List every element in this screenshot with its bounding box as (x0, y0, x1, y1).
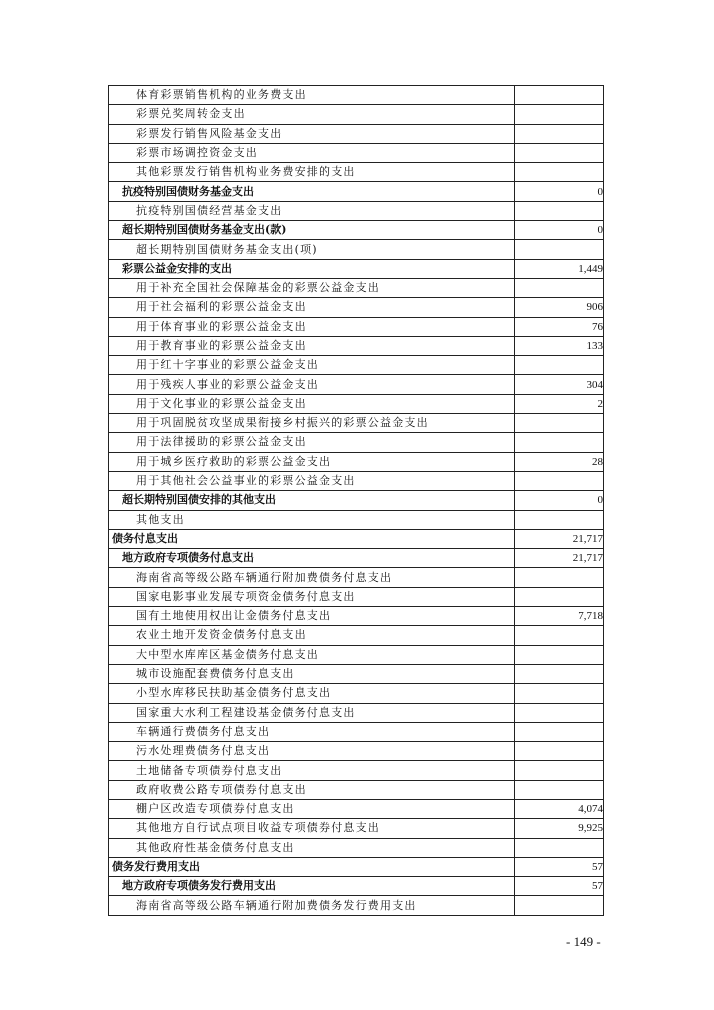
item-value (515, 664, 604, 683)
table-row (109, 780, 604, 799)
item-name-cell (109, 568, 515, 587)
item-name-cell (109, 317, 515, 336)
item-name: 用于红十字事业的彩票公益金支出 (136, 358, 319, 372)
item-name: 用于其他社会公益事业的彩票公益金支出 (136, 474, 356, 488)
table-row (109, 703, 604, 722)
item-name: 用于法律援助的彩票公益金支出 (136, 435, 307, 449)
item-name-cell (109, 201, 515, 220)
item-name: 用于城乡医疗救助的彩票公益金支出 (136, 454, 332, 468)
item-name-cell (109, 549, 515, 568)
item-name: 农业土地开发资金债务付息支出 (136, 628, 307, 642)
table-row (109, 163, 604, 182)
table-row (109, 761, 604, 780)
item-name-cell (109, 722, 515, 741)
item-name-cell (109, 587, 515, 606)
item-name-cell (109, 703, 515, 722)
table-row (109, 491, 604, 510)
table-row (109, 452, 604, 471)
item-value (515, 838, 604, 857)
item-value (515, 124, 604, 143)
item-value (515, 86, 604, 105)
item-value (515, 278, 604, 297)
item-value: 0 (515, 491, 604, 510)
item-name-cell (109, 857, 515, 876)
table-row (109, 182, 604, 201)
table-row (109, 529, 604, 548)
table-row (109, 336, 604, 355)
item-name-cell (109, 356, 515, 375)
item-value (515, 240, 604, 259)
item-value (515, 761, 604, 780)
item-value: 133 (515, 336, 604, 355)
item-value: 7,718 (515, 607, 604, 626)
item-value (515, 471, 604, 490)
item-name: 其他支出 (136, 512, 185, 526)
table-row (109, 221, 604, 240)
item-name-cell (109, 259, 515, 278)
item-name: 超长期特别国债财务基金支出(项) (136, 242, 318, 256)
item-name: 彩票公益金安排的支出 (122, 261, 232, 275)
item-name: 用于补充全国社会保障基金的彩票公益金支出 (136, 281, 380, 295)
table-row (109, 626, 604, 645)
item-name: 用于社会福利的彩票公益金支出 (136, 300, 307, 314)
item-value (515, 201, 604, 220)
table-row (109, 414, 604, 433)
item-name: 其他政府性基金债务付息支出 (136, 840, 295, 854)
item-name: 彩票发行销售风险基金支出 (136, 126, 283, 140)
item-value (515, 703, 604, 722)
table-row (109, 375, 604, 394)
item-value: 906 (515, 298, 604, 317)
table-row (109, 510, 604, 529)
item-value: 1,449 (515, 259, 604, 278)
item-value: 4,074 (515, 799, 604, 818)
item-value (515, 414, 604, 433)
table-row (109, 471, 604, 490)
table-row (109, 240, 604, 259)
item-value (515, 510, 604, 529)
item-name: 债务发行费用支出 (112, 860, 200, 874)
item-name: 用于教育事业的彩票公益金支出 (136, 339, 307, 352)
item-name-cell (109, 761, 515, 780)
item-value: 57 (515, 877, 604, 896)
item-name-cell (109, 336, 515, 355)
item-name: 国家电影事业发展专项资金债务付息支出 (136, 589, 356, 603)
table-row (109, 838, 604, 857)
item-name-cell (109, 394, 515, 413)
item-name-cell (109, 452, 515, 471)
item-value (515, 163, 604, 182)
table-row (109, 568, 604, 587)
item-name-cell (109, 645, 515, 664)
item-name: 其他地方自行试点项目收益专项债券付息支出 (136, 821, 380, 835)
item-name-cell (109, 838, 515, 857)
item-name: 城市设施配套费债务付息支出 (136, 667, 295, 681)
item-name: 污水处理费债务付息支出 (136, 744, 271, 758)
item-name-cell (109, 298, 515, 317)
item-name: 用于残疾人事业的彩票公益金支出 (136, 377, 319, 391)
item-value (515, 722, 604, 741)
item-name-cell (109, 221, 515, 240)
table-row (109, 607, 604, 626)
item-value: 2 (515, 394, 604, 413)
table-row (109, 664, 604, 683)
table-row (109, 722, 604, 741)
item-name: 大中型水库库区基金债务付息支出 (136, 647, 319, 661)
table-row (109, 549, 604, 568)
item-name-cell (109, 896, 515, 915)
table-row (109, 857, 604, 876)
table-row (109, 799, 604, 818)
table-row (109, 86, 604, 105)
item-name-cell (109, 278, 515, 297)
table-row (109, 317, 604, 336)
item-value (515, 742, 604, 761)
item-value (515, 645, 604, 664)
item-value: 304 (515, 375, 604, 394)
item-name-cell (109, 240, 515, 259)
table-row (109, 433, 604, 452)
table-row (109, 819, 604, 838)
item-name: 抗疫特别国债财务基金支出 (122, 184, 254, 198)
item-value: 9,925 (515, 819, 604, 838)
item-name-cell (109, 742, 515, 761)
item-name: 用于文化事业的彩票公益金支出 (136, 396, 307, 410)
item-value: 21,717 (515, 549, 604, 568)
item-value: 28 (515, 452, 604, 471)
item-name-cell (109, 414, 515, 433)
item-value: 57 (515, 857, 604, 876)
item-value (515, 684, 604, 703)
item-name: 政府收费公路专项债券付息支出 (136, 782, 307, 796)
item-name-cell (109, 780, 515, 799)
item-name-cell (109, 86, 515, 105)
item-value (515, 356, 604, 375)
table-row (109, 298, 604, 317)
item-name-cell (109, 684, 515, 703)
table-row (109, 356, 604, 375)
item-value: 0 (515, 182, 604, 201)
item-value (515, 780, 604, 799)
item-name-cell (109, 877, 515, 896)
item-name-cell (109, 799, 515, 818)
table-row (109, 684, 604, 703)
item-name-cell (109, 163, 515, 182)
item-name: 海南省高等级公路车辆通行附加费债务付息支出 (136, 570, 393, 584)
table-row (109, 259, 604, 278)
item-name: 棚户区改造专项债券付息支出 (136, 802, 295, 816)
table-row (109, 742, 604, 761)
table-body (109, 86, 604, 916)
item-name-cell (109, 471, 515, 490)
item-name: 超长期特别国债财务基金支出(款) (122, 223, 287, 237)
item-name-cell (109, 375, 515, 394)
table-row (109, 645, 604, 664)
table-row (109, 201, 604, 220)
item-name: 车辆通行费债务付息支出 (136, 724, 271, 738)
item-name: 彩票市场调控资金支出 (136, 146, 258, 160)
table-row (109, 877, 604, 896)
item-name: 体育彩票销售机构的业务费支出 (136, 88, 307, 102)
table-row (109, 105, 604, 124)
item-name-cell (109, 510, 515, 529)
item-name: 用于巩固脱贫攻坚成果衔接乡村振兴的彩票公益金支出 (136, 416, 429, 430)
item-name: 用于体育事业的彩票公益金支出 (136, 319, 307, 333)
item-value (515, 568, 604, 587)
table-row (109, 896, 604, 915)
item-name-cell (109, 433, 515, 452)
item-name: 其他彩票发行销售机构业务费安排的支出 (136, 165, 356, 179)
item-name-cell (109, 491, 515, 510)
item-value (515, 143, 604, 162)
item-value (515, 896, 604, 915)
expenditure-table (108, 85, 604, 916)
item-name: 彩票兑奖周转金支出 (136, 107, 246, 121)
item-name-cell (109, 105, 515, 124)
item-name: 地方政府专项债务发行费用支出 (122, 879, 276, 893)
item-value (515, 433, 604, 452)
item-name-cell (109, 529, 515, 548)
item-name-cell (109, 143, 515, 162)
item-name: 海南省高等级公路车辆通行附加费债务发行费用支出 (136, 898, 417, 912)
table-row (109, 124, 604, 143)
item-value: 21,717 (515, 529, 604, 548)
item-name-cell (109, 664, 515, 683)
item-name-cell (109, 182, 515, 201)
item-name: 超长期特别国债安排的其他支出 (122, 493, 276, 507)
item-value (515, 587, 604, 606)
item-name-cell (109, 819, 515, 838)
table-row (109, 143, 604, 162)
item-name-cell (109, 626, 515, 645)
item-name: 小型水库移民扶助基金债务付息支出 (136, 686, 332, 700)
item-name: 国有土地使用权出让金债务付息支出 (136, 609, 332, 623)
item-name: 债务付息支出 (112, 531, 178, 545)
page-number: - 149 - (566, 934, 601, 949)
item-value (515, 626, 604, 645)
item-value (515, 105, 604, 124)
item-value: 76 (515, 317, 604, 336)
item-name-cell (109, 607, 515, 626)
item-value: 0 (515, 221, 604, 240)
item-name: 抗疫特别国债经营基金支出 (136, 203, 283, 217)
item-name: 国家重大水利工程建设基金债务付息支出 (136, 705, 356, 719)
item-name: 地方政府专项债务付息支出 (122, 551, 254, 565)
table-row (109, 587, 604, 606)
item-name-cell (109, 124, 515, 143)
item-name: 土地储备专项债券付息支出 (136, 763, 283, 777)
table-row (109, 278, 604, 297)
table-row (109, 394, 604, 413)
